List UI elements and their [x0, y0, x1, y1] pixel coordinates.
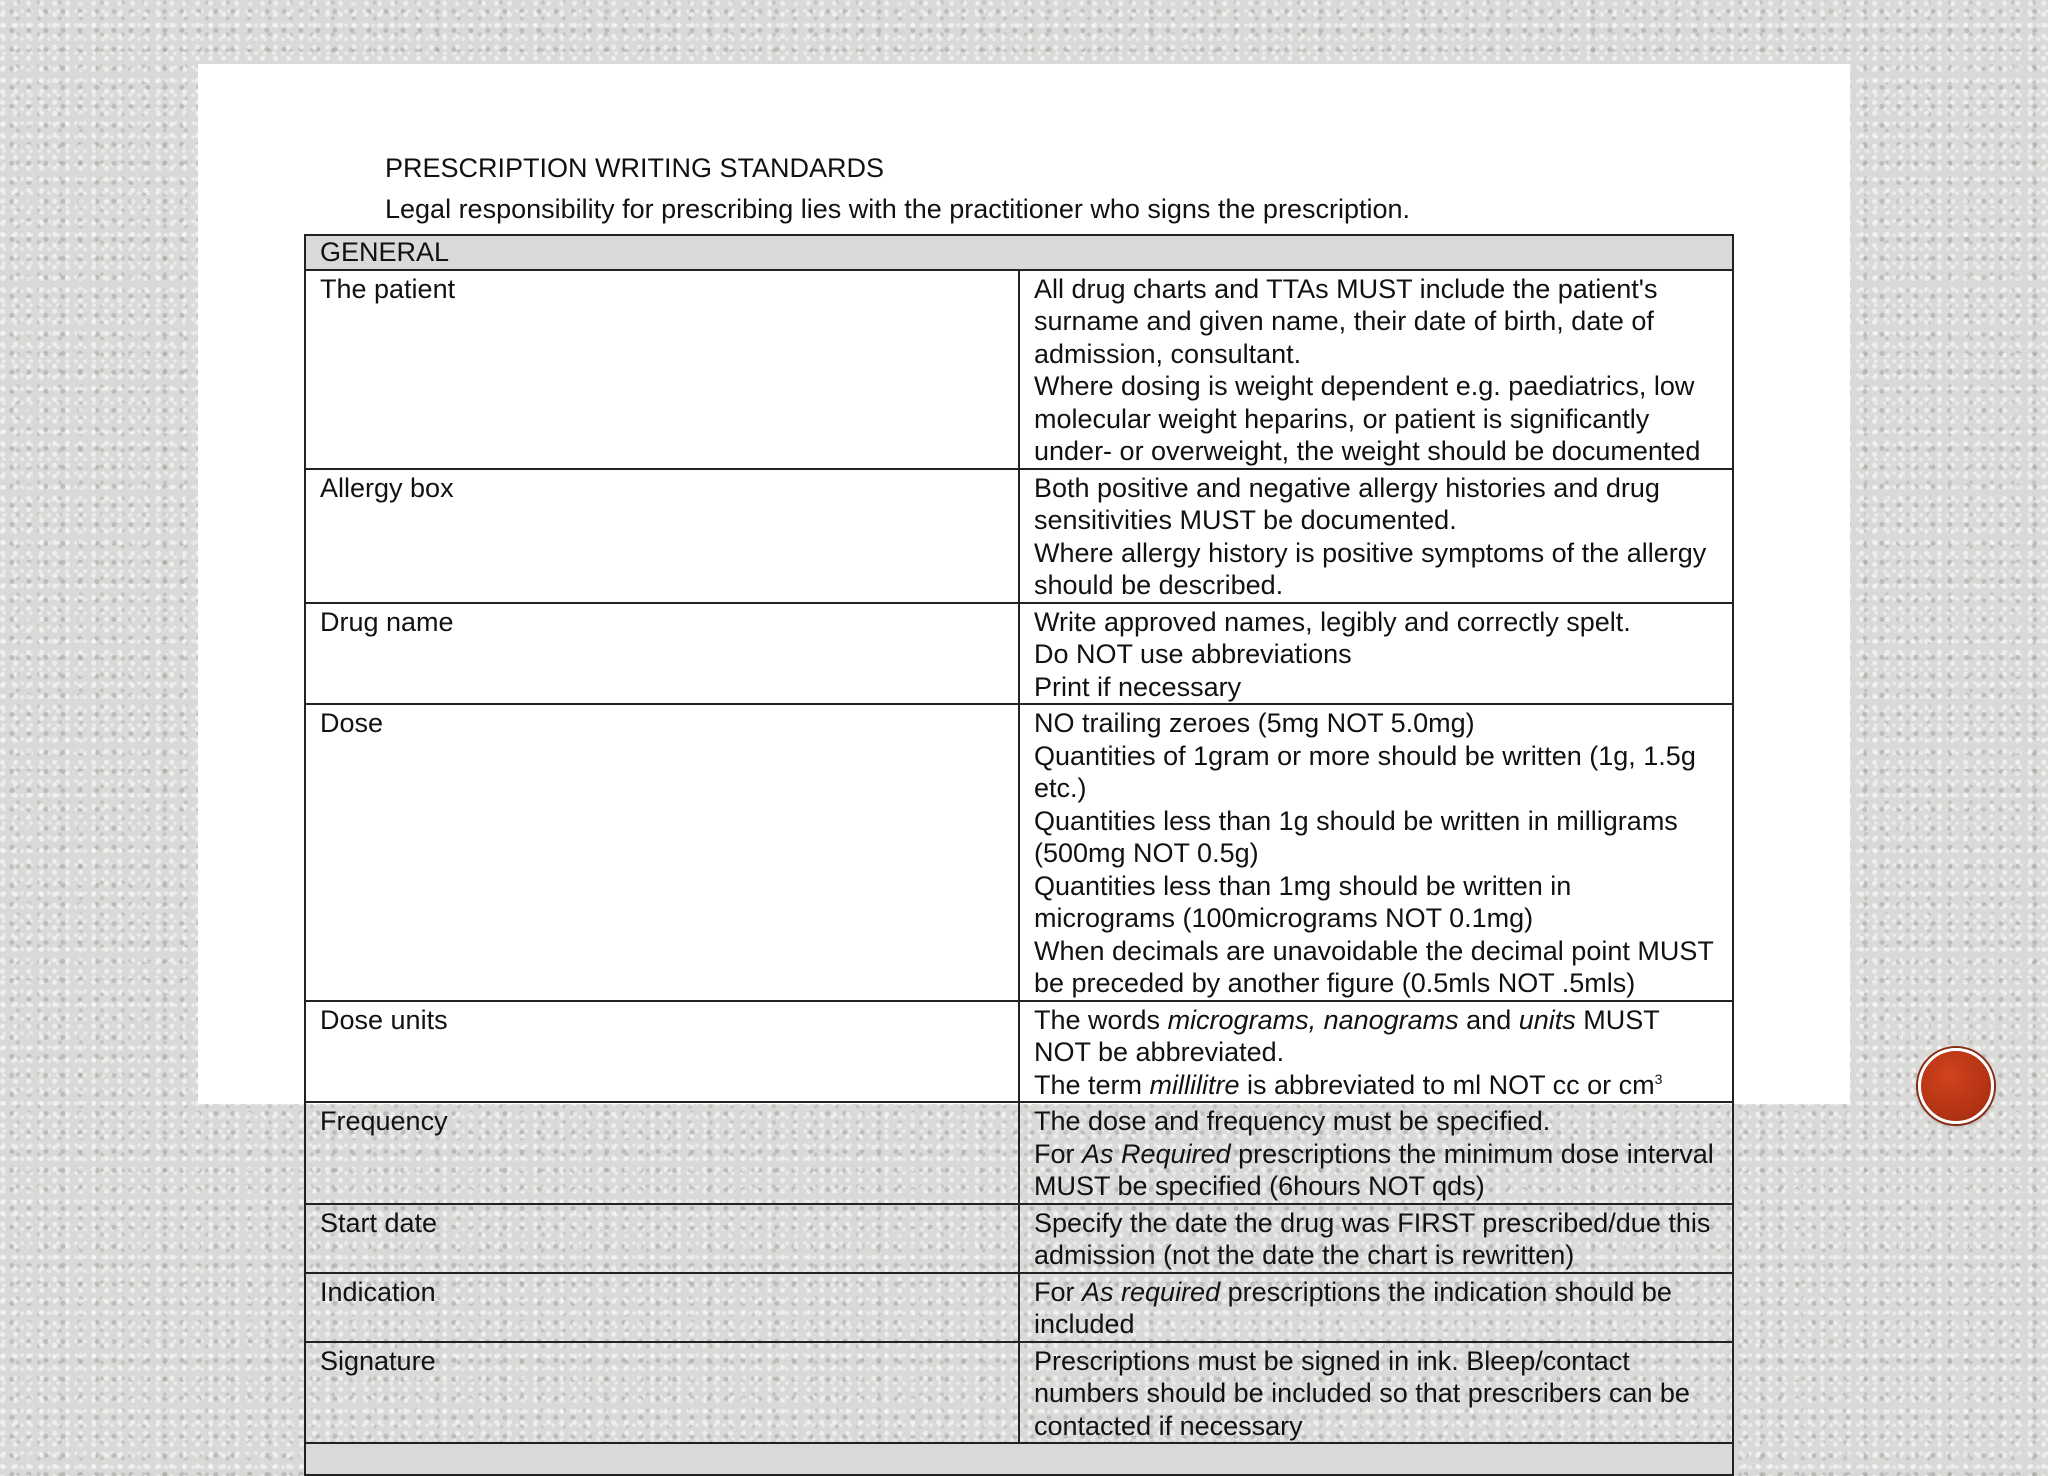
- description-line: [1034, 707, 1718, 740]
- row-label: Start date: [305, 1204, 1019, 1273]
- text-segment: When decimals are unavoidable the decimal point MUST be preceded by another figure (0.5mls NOT .5mls): [1034, 935, 1714, 998]
- text-segment: prescriptions the minimum dose interval MUST be specified (6hours NOT qds): [1034, 1138, 1714, 1201]
- text-segment: prescriptions the indication should be included: [1034, 1276, 1672, 1339]
- document-subheading: Legal responsibility for prescribing lies with the practitioner who signs the prescription.: [385, 194, 1410, 224]
- table-row: [305, 1001, 1733, 1103]
- text-segment: Quantities less than 1g should be written in milligrams (500mg NOT 0.5g): [1034, 805, 1678, 868]
- row-description: [1019, 270, 1733, 469]
- description-line: [1034, 1207, 1718, 1272]
- row-description: [1019, 469, 1733, 603]
- row-description: [1019, 1204, 1733, 1273]
- description-line: [1034, 638, 1718, 671]
- row-description: [1019, 1342, 1733, 1444]
- text-segment: MUST NOT be abbreviated.: [1034, 1004, 1660, 1067]
- text-segment: Where allergy history is positive symptoms of the allergy should be described.: [1034, 537, 1707, 600]
- table-row: [305, 469, 1733, 603]
- standards-table: [304, 234, 1734, 1476]
- text-segment: Prescriptions must be signed in ink. Bleep/contact numbers should be included so that prescribers can be contacted if necessary: [1034, 1345, 1690, 1441]
- row-label: Signature: [305, 1342, 1019, 1444]
- text-segment: Both positive and negative allergy histories and drug sensitivities MUST be documented.: [1034, 472, 1660, 535]
- text-segment: and: [1458, 1004, 1519, 1035]
- text-segment: NO trailing zeroes (5mg NOT 5.0mg): [1034, 708, 1475, 738]
- table-row: [305, 704, 1733, 1001]
- table-row: [305, 603, 1733, 705]
- section-label: GENERAL: [305, 235, 1733, 270]
- description-line: [1034, 1138, 1718, 1203]
- italic-text: As Required: [1082, 1138, 1231, 1169]
- italic-text: As required: [1082, 1276, 1221, 1307]
- description-line: [1034, 740, 1718, 805]
- table-header-row: [305, 235, 1733, 270]
- row-description: [1019, 704, 1733, 1001]
- description-line: [1034, 606, 1718, 639]
- row-label: Allergy box: [305, 469, 1019, 603]
- text-segment: Write approved names, legibly and correctly spelt.: [1034, 606, 1631, 637]
- table-row: [305, 1102, 1733, 1204]
- text-segment: is abbreviated to ml NOT cc or cm: [1239, 1069, 1655, 1100]
- text-segment: The words: [1034, 1004, 1168, 1035]
- slide: [198, 64, 1850, 1441]
- description-line: [1034, 870, 1718, 935]
- italic-text: micrograms, nanograms: [1167, 1004, 1459, 1035]
- row-label: Dose units: [305, 1001, 1019, 1103]
- row-label: Dose: [305, 704, 1019, 1001]
- text-segment: The dose and frequency must be specified.: [1034, 1106, 1551, 1136]
- text-segment: Specify the date the drug was FIRST prescribed/due this admission (not the date the chart is rewritten): [1034, 1207, 1711, 1270]
- row-description: [1019, 603, 1733, 705]
- row-label: Indication: [305, 1273, 1019, 1342]
- description-line: [1034, 671, 1718, 704]
- description-line: [1034, 472, 1718, 537]
- description-line: [1034, 273, 1718, 371]
- text-segment: Where dosing is weight dependent e.g. paediatrics, low molecular weight heparins, or patient is significantly under- or overweight, the weight should be documented: [1034, 371, 1701, 466]
- partial-row-cell: [305, 1443, 1733, 1475]
- italic-text: millilitre: [1149, 1069, 1240, 1100]
- row-label: The patient: [305, 270, 1019, 469]
- document-heading: PRESCRIPTION WRITING STANDARDS: [385, 153, 885, 183]
- description-line: [1034, 1069, 1718, 1102]
- description-line: [1034, 1004, 1718, 1069]
- description-line: [1034, 370, 1718, 468]
- row-description: [1019, 1273, 1733, 1342]
- table-row: [305, 1204, 1733, 1273]
- slide-nav-button[interactable]: [1918, 1048, 1994, 1124]
- row-description: [1019, 1001, 1733, 1103]
- description-line: [1034, 537, 1718, 602]
- text-segment: The term: [1034, 1069, 1150, 1100]
- text-segment: Quantities less than 1mg should be written in micrograms (100micrograms NOT 0.1mg): [1034, 870, 1572, 933]
- table-row: [305, 270, 1733, 469]
- row-label: Drug name: [305, 603, 1019, 705]
- row-label: Frequency: [305, 1102, 1019, 1204]
- description-line: [1034, 1345, 1718, 1443]
- table-row: [305, 1273, 1733, 1342]
- superscript-text: 3: [1654, 1070, 1663, 1087]
- description-line: [1034, 805, 1718, 870]
- description-line: [1034, 1105, 1718, 1138]
- row-description: [1019, 1102, 1733, 1204]
- text-segment: For: [1034, 1138, 1083, 1169]
- text-segment: Do NOT use abbreviations: [1034, 639, 1352, 669]
- table-row-partial: [305, 1443, 1733, 1475]
- italic-text: units: [1518, 1004, 1576, 1035]
- table-row: [305, 1342, 1733, 1444]
- text-segment: All drug charts and TTAs MUST include the patient's surname and given name, their date of birth, date of admission, consultant.: [1034, 273, 1658, 369]
- description-line: [1034, 1276, 1718, 1341]
- text-segment: Print if necessary: [1034, 671, 1242, 702]
- text-segment: Quantities of 1gram or more should be written (1g, 1.5g etc.): [1034, 740, 1696, 803]
- text-segment: For: [1034, 1276, 1083, 1307]
- description-line: [1034, 935, 1718, 1000]
